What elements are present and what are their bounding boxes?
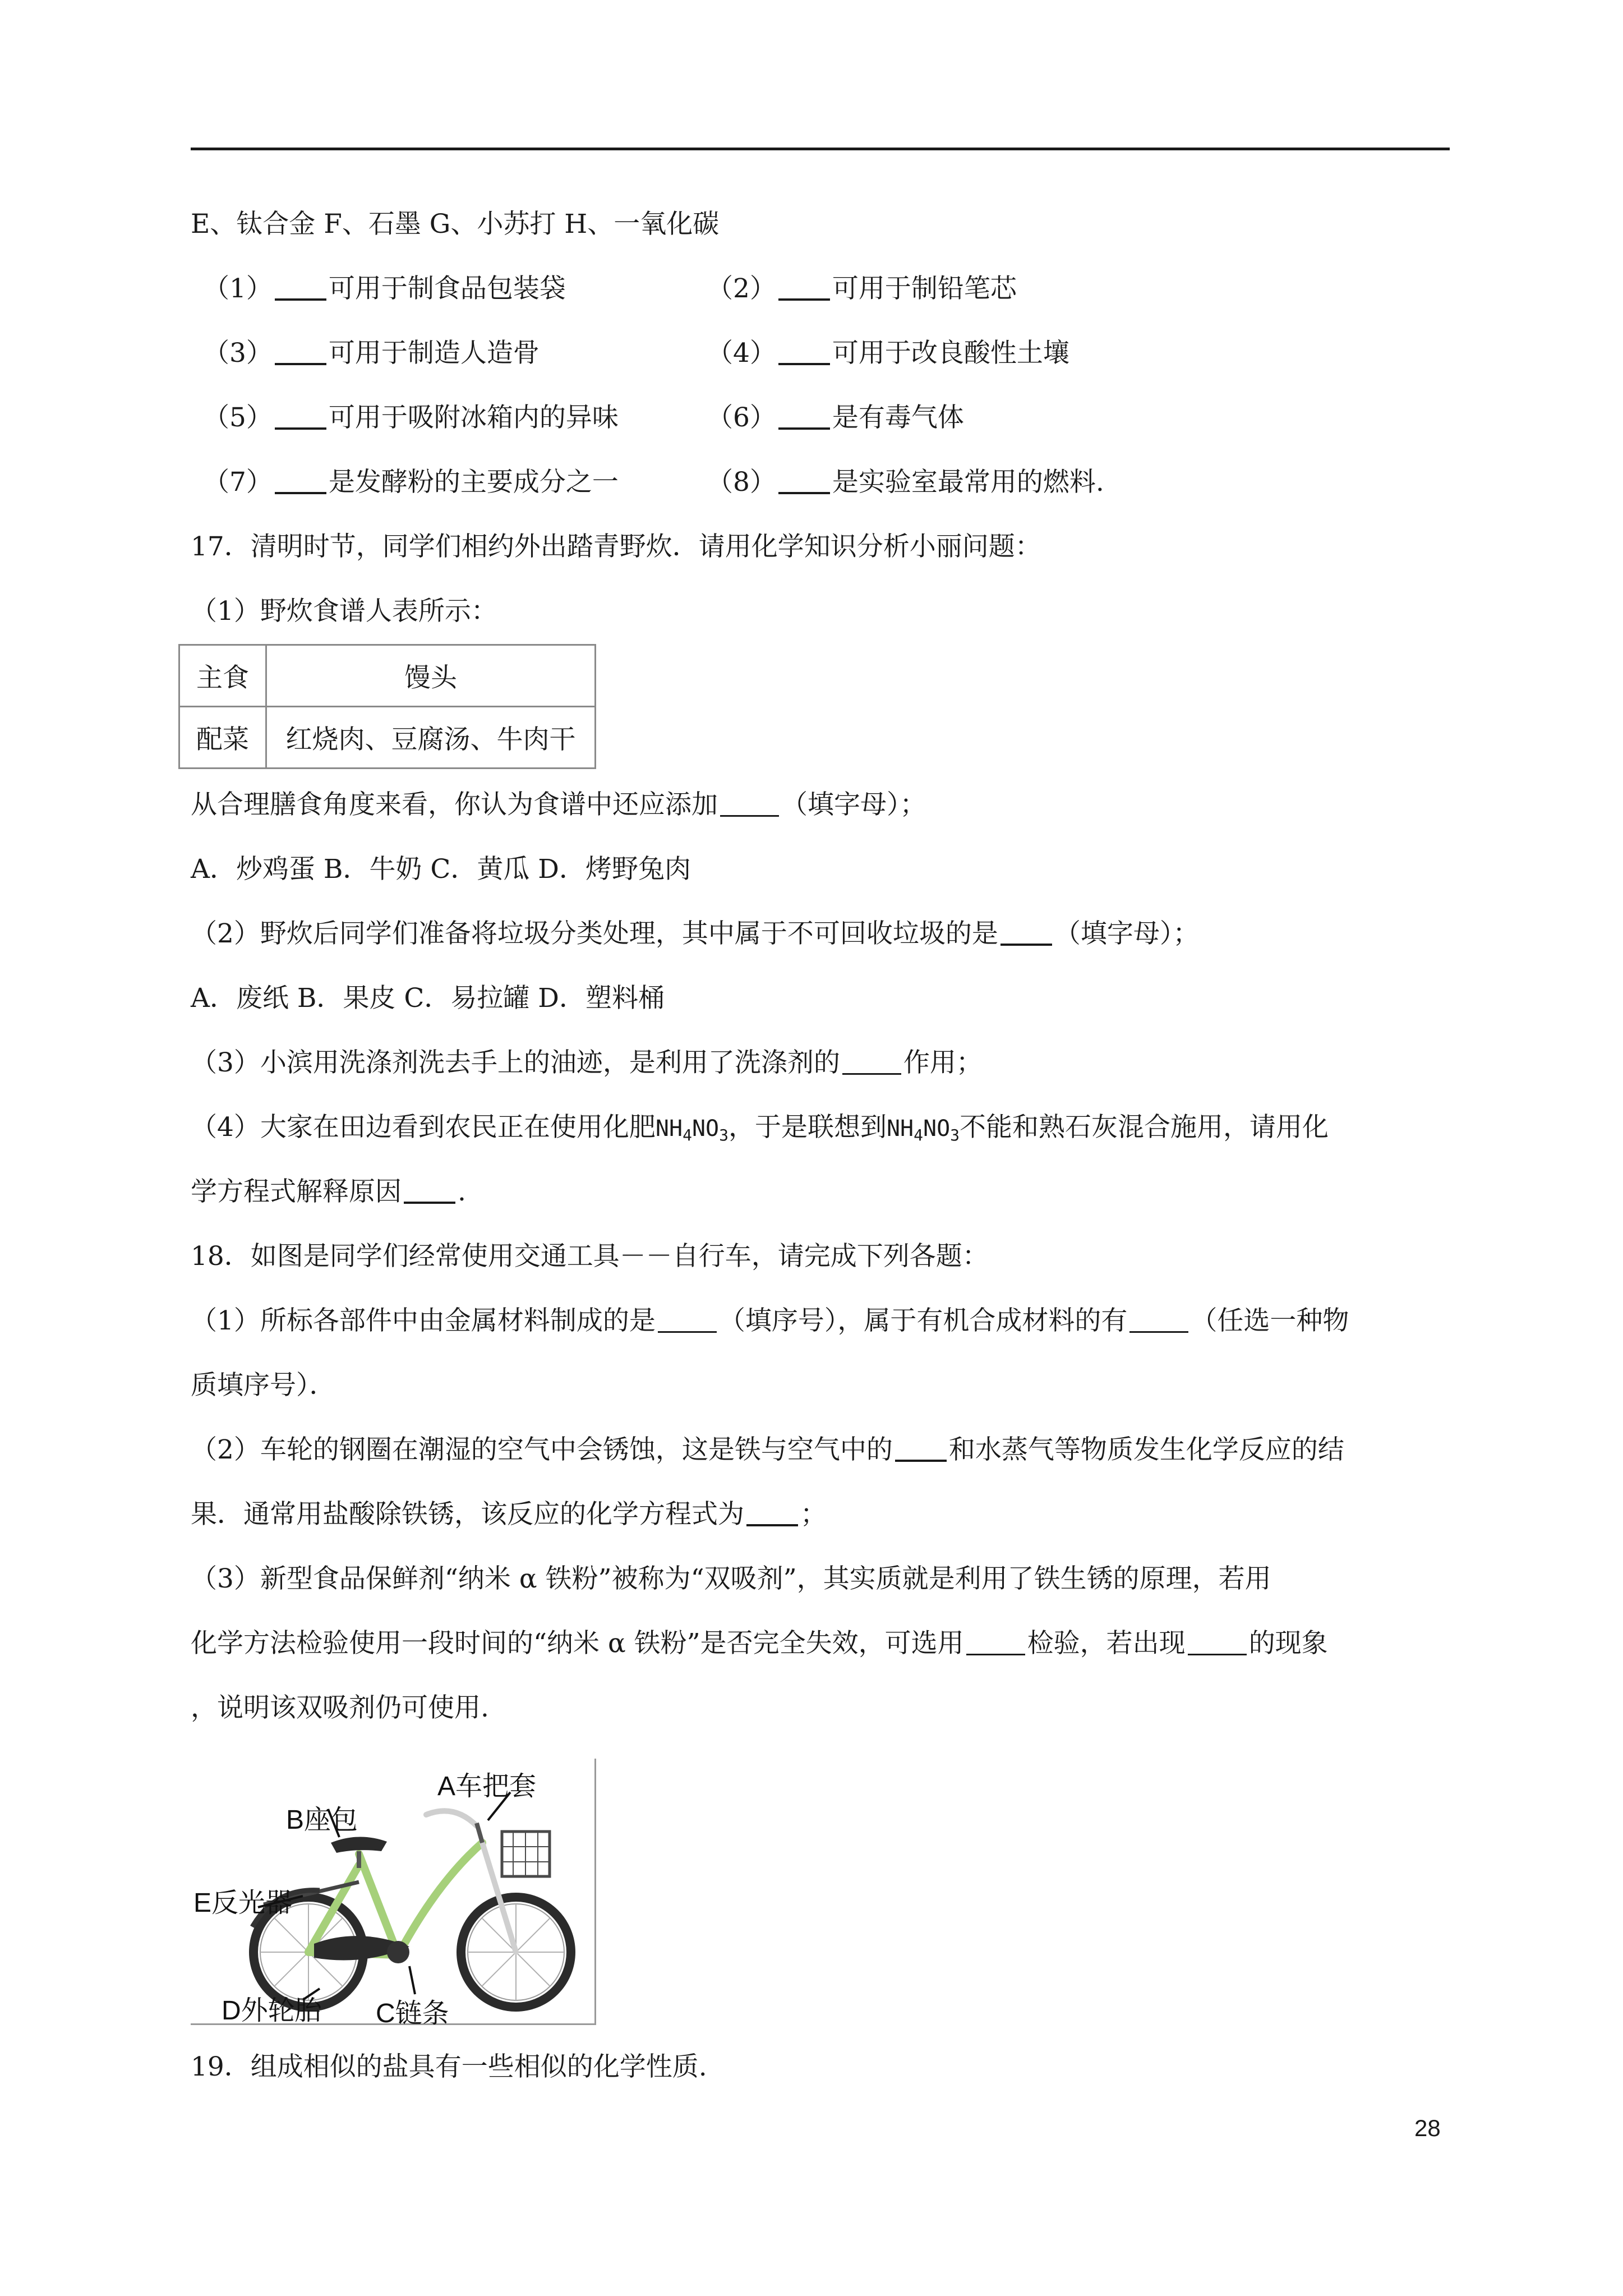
options-line: E、钛合金 F、石墨 G、小苏打 H、一氧化碳 <box>191 209 720 240</box>
answer-blank[interactable] <box>778 427 830 430</box>
label-handlebar-grip: A车把套 <box>437 1772 537 1801</box>
answer-blank[interactable] <box>275 492 326 494</box>
q17-part1: （1）野炊食谱人表所示： <box>191 596 497 627</box>
label-chain: C链条 <box>376 1999 449 2028</box>
answer-blank[interactable] <box>1000 944 1052 946</box>
answer-blank[interactable] <box>778 363 830 365</box>
answer-blank[interactable] <box>275 427 326 430</box>
q17-part4: （4）大家在田边看到农民正在使用化肥$NH_4NO_3$，于是联想到$NH_4NO_3$不能和熟石灰混合施用，请用化 <box>191 1112 1329 1144</box>
answer-blank[interactable] <box>658 1309 717 1333</box>
q18-stem: 18．如图是同学们经常使用交通工具－－自行车，请完成下列各题： <box>191 1241 989 1272</box>
label-seat: B座包 <box>286 1805 358 1835</box>
q16-item-4: （4） 可用于改良酸性土壤 <box>707 338 1069 369</box>
table-cell: 主食 <box>179 645 266 707</box>
q17-stem: 17．清明时节，同学们相约外出踏青野炊．请用化学知识分析小丽问题： <box>191 531 1041 562</box>
q18-part1-line2: 质填序号）． <box>191 1370 336 1401</box>
answer-blank[interactable] <box>720 793 779 817</box>
table-cell: 馒头 <box>266 645 596 707</box>
table-row <box>179 645 596 707</box>
table-cell: 红烧肉、豆腐汤、牛肉干 <box>266 707 596 769</box>
q17-part1-options: A．炒鸡蛋 B．牛奶 C．黄瓜 D．烤野兔肉 <box>191 854 691 885</box>
q18-part2-line2: 果．通常用盐酸除铁锈，该反应的化学方程式为 ； <box>191 1499 827 1530</box>
label-outer-tire: D外轮胎 <box>222 1996 322 2026</box>
table-cell: 配菜 <box>179 707 266 769</box>
q17-part4-line2: 学方程式解释原因 . <box>191 1176 466 1207</box>
q17-part3: （3）小滨用洗涤剂洗去手上的油迹，是利用了洗涤剂的 作用； <box>191 1047 983 1078</box>
q16-item-6: （6） 是有毒气体 <box>707 402 964 433</box>
q16-item-3: （3） 可用于制造人造骨 <box>203 338 540 369</box>
q18-part2: （2）车轮的钢圈在潮湿的空气中会锈蚀，这是铁与空气中的 和水蒸气等物质发生化学反应的结 <box>191 1434 1344 1465</box>
answer-blank[interactable] <box>404 1202 455 1204</box>
answer-blank[interactable] <box>778 492 830 494</box>
answer-blank[interactable] <box>275 298 326 301</box>
label-reflector: E反光器 <box>193 1888 293 1918</box>
q16-item-8: （8） 是实验室最常用的燃料. <box>707 467 1104 498</box>
formula: $NH_4NO_3$ <box>886 1116 960 1144</box>
answer-blank[interactable] <box>746 1524 798 1526</box>
answer-blank[interactable] <box>895 1460 947 1462</box>
page-number: 28 <box>1414 2115 1441 2141</box>
bicycle-figure <box>191 1759 596 2028</box>
q17-part2-options: A．废纸 B．果皮 C．易拉罐 D．塑料桶 <box>191 983 665 1014</box>
q19-stem: 19．组成相似的盐具有一些相似的化学性质. <box>191 2051 707 2082</box>
table-row <box>179 707 596 769</box>
q18-part3-line2: 化学方法检验使用一段时间的“纳米 α 铁粉”是否完全失效，可选用 检验，若出现 的现象 <box>191 1628 1328 1659</box>
q16-item-7: （7） 是发酵粉的主要成分之一 <box>203 467 619 498</box>
q16-item-5: （5） 可用于吸附冰箱内的异味 <box>203 402 619 433</box>
q17-part2: （2）野炊后同学们准备将垃圾分类处理，其中属于不可回收垃圾的是 （填字母）； <box>191 918 1200 949</box>
q16-item-2: （2） 可用于制铅笔芯 <box>707 273 1017 304</box>
answer-blank[interactable] <box>1129 1309 1188 1333</box>
answer-blank[interactable] <box>1188 1631 1247 1655</box>
formula: $NH_4NO_3$ <box>655 1116 728 1144</box>
answer-blank[interactable] <box>778 298 830 301</box>
q18-part1: （1）所标各部件中由金属材料制成的是 （填序号），属于有机合成材料的有 （任选一种物 <box>191 1305 1349 1336</box>
q16-item-1: （1） 可用于制食品包装袋 <box>203 273 566 304</box>
q18-part3-line3: ，说明该双吸剂仍可使用. <box>191 1692 489 1723</box>
answer-blank[interactable] <box>842 1051 901 1075</box>
header-rule <box>191 148 1450 150</box>
answer-blank[interactable] <box>966 1631 1025 1655</box>
menu-table <box>178 644 596 769</box>
answer-blank[interactable] <box>275 363 326 365</box>
q17-part1-question: 从合理膳食角度来看，你认为食谱中还应添加 （填字母）； <box>191 789 926 820</box>
q18-part3: （3）新型食品保鲜剂“纳米 α 铁粉”被称为“双吸剂”，其实质就是利用了铁生锈的原理，若用 <box>191 1563 1271 1594</box>
